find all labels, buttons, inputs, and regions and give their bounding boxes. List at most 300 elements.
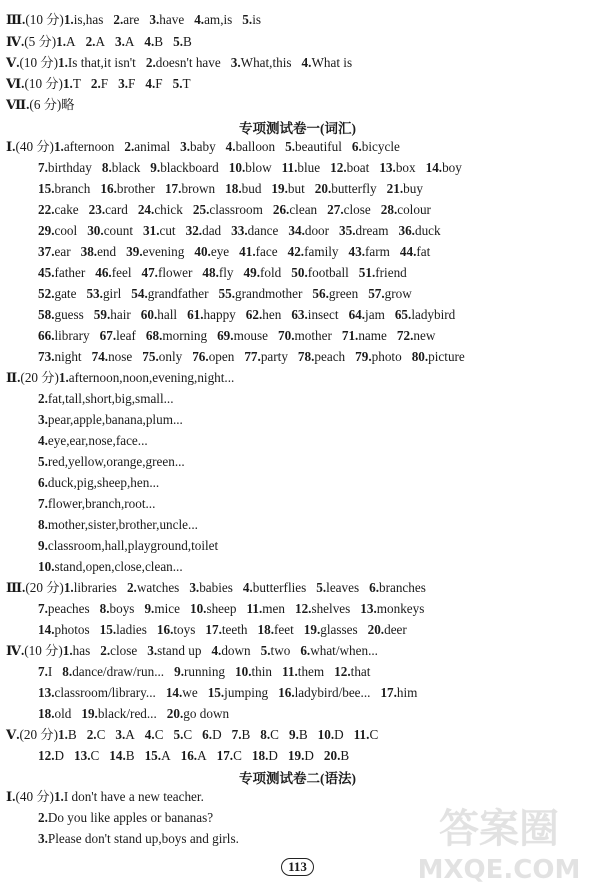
question-number: 4.	[145, 76, 156, 91]
answer-item	[217, 748, 242, 764]
answer-text: close	[343, 202, 371, 217]
question-number: 9.	[144, 601, 155, 616]
section-score: (40 分)	[15, 139, 54, 154]
watermark-small-text: MXQE.COM	[417, 855, 581, 885]
answer-item	[202, 727, 221, 743]
answer-text: farm	[365, 244, 390, 259]
answer-item	[291, 265, 349, 281]
question-number: 45.	[38, 265, 55, 280]
question-number: 11.	[282, 664, 298, 679]
question-number: 49.	[243, 265, 261, 280]
answer-text: cool	[54, 223, 78, 238]
question-number: 2.	[145, 55, 156, 70]
answer-item	[145, 76, 162, 92]
answer-text: flower,branch,root...	[47, 496, 156, 511]
answer-item	[232, 727, 251, 743]
answer-item	[59, 370, 234, 386]
question-number: 1.	[58, 55, 68, 70]
answer-item	[167, 706, 229, 722]
answer-item	[260, 727, 279, 743]
answer-text: afternoon,noon,evening,night...	[68, 370, 235, 385]
question-number: 3.	[149, 12, 160, 27]
answer-item	[219, 286, 303, 302]
answer-item	[62, 664, 164, 680]
question-number: 1.	[53, 789, 64, 804]
question-number: 70.	[278, 328, 295, 343]
answer-text: A	[161, 748, 171, 763]
answer-line	[6, 76, 191, 92]
answer-text: A	[197, 748, 207, 763]
answer-item	[38, 622, 90, 638]
question-number: 24.	[137, 202, 155, 217]
answer-item	[100, 601, 135, 617]
section-numeral: Ⅵ.	[6, 76, 25, 91]
answer-item	[360, 601, 424, 617]
answer-item	[131, 286, 208, 302]
question-number: 2.	[100, 643, 111, 658]
answer-text: gate	[54, 286, 77, 301]
answer-text: dance/draw/run...	[72, 664, 165, 679]
answer-text: C	[369, 727, 379, 742]
answer-text: close	[110, 643, 138, 658]
answer-text: them	[297, 664, 325, 679]
answer-item	[147, 643, 201, 659]
answer-item	[115, 34, 134, 50]
section-score: (20 分)	[20, 370, 59, 385]
answer-item	[113, 12, 139, 28]
question-number: 5.	[173, 727, 184, 742]
answer-item	[94, 307, 131, 323]
question-number: 38.	[80, 244, 98, 259]
answer-item	[145, 727, 164, 743]
answer-text: family	[304, 244, 339, 259]
question-number: 32.	[185, 223, 203, 238]
question-number: 48.	[202, 265, 219, 280]
answer-item	[243, 580, 306, 596]
answer-item	[38, 286, 76, 302]
answer-text: ladybird	[411, 307, 456, 322]
question-number: 6.	[202, 727, 213, 742]
answer-text: ladies	[116, 622, 147, 637]
answer-item	[202, 265, 233, 281]
answer-text: B	[154, 34, 164, 49]
answer-item	[412, 349, 465, 365]
answer-text: end	[97, 244, 117, 259]
answer-line	[38, 160, 462, 176]
answer-item	[38, 244, 71, 260]
question-number: 78.	[297, 349, 315, 364]
answer-text: ear	[54, 244, 71, 259]
answer-item	[304, 622, 358, 638]
question-number: 13.	[360, 601, 377, 616]
answer-text: black	[111, 160, 141, 175]
question-number: 15.	[207, 685, 225, 700]
answer-item	[54, 789, 204, 805]
question-number: 60.	[140, 307, 158, 322]
answer-text: C	[154, 727, 164, 742]
question-number: 73.	[38, 349, 55, 364]
answer-text: photo	[371, 349, 402, 364]
question-number: 1.	[62, 76, 73, 91]
question-number: 2.	[86, 727, 97, 742]
answer-item	[318, 727, 344, 743]
answer-line	[6, 643, 378, 659]
question-number: 22.	[38, 202, 55, 217]
question-number: 17.	[164, 181, 182, 196]
answer-text: branches	[379, 580, 426, 595]
answer-text: sheep	[206, 601, 237, 616]
answer-text: mother	[294, 328, 332, 343]
answer-text: nose	[108, 349, 133, 364]
answer-text: branch	[54, 181, 91, 196]
question-number: 5.	[285, 139, 296, 154]
answer-item	[239, 244, 277, 260]
answer-line	[38, 328, 435, 344]
answer-item	[86, 34, 105, 50]
answer-item	[352, 139, 400, 155]
answer-text: open	[208, 349, 235, 364]
answer-item	[144, 601, 180, 617]
answer-item	[194, 12, 232, 28]
question-number: 5.	[38, 454, 48, 469]
answer-item	[312, 286, 358, 302]
question-number: 4.	[38, 433, 48, 448]
answer-item	[38, 349, 82, 365]
answer-text: evening	[142, 244, 185, 259]
answer-item	[150, 160, 218, 176]
question-number: 10.	[317, 727, 335, 742]
answer-text: afternoon	[63, 139, 115, 154]
question-number: 47.	[141, 265, 158, 280]
answer-text: fold	[260, 265, 282, 280]
answer-item	[261, 643, 291, 659]
question-number: 8.	[260, 727, 271, 742]
question-number: 10.	[189, 601, 207, 616]
answer-text: two	[270, 643, 291, 658]
answer-text: feet	[273, 622, 294, 637]
section-numeral: Ⅴ.	[6, 727, 20, 742]
answer-item	[38, 160, 92, 176]
question-number: 39.	[126, 244, 143, 259]
answer-text: have	[159, 12, 185, 27]
question-number: 9.	[174, 664, 184, 679]
answer-item	[38, 265, 85, 281]
answer-text: that	[350, 664, 371, 679]
answer-text: name	[358, 328, 387, 343]
answer-item	[38, 685, 156, 701]
answer-line	[6, 370, 234, 386]
answer-text: cut	[159, 223, 176, 238]
answer-text: happy	[203, 307, 236, 322]
answer-text: T	[182, 76, 191, 91]
answer-item	[342, 328, 387, 344]
answer-item	[282, 160, 320, 176]
answer-text: running	[184, 664, 226, 679]
answer-item	[186, 223, 222, 239]
answer-text: bud	[241, 181, 262, 196]
question-number: 4.	[211, 643, 222, 658]
answer-text: F	[155, 76, 163, 91]
answer-text: leaf	[116, 328, 136, 343]
answer-line	[38, 475, 159, 491]
answer-text: ladybird/bee...	[294, 685, 371, 700]
question-number: 20.	[367, 622, 385, 637]
answer-text: friend	[375, 265, 407, 280]
answer-item	[144, 34, 163, 50]
section-numeral: Ⅶ.	[6, 97, 30, 112]
answer-item	[359, 265, 407, 281]
answer-item	[355, 349, 402, 365]
question-number: 13.	[38, 685, 55, 700]
question-number: 8.	[62, 664, 73, 679]
section-numeral: Ⅳ.	[6, 34, 25, 49]
answer-item	[324, 748, 349, 764]
question-number: 19.	[303, 622, 321, 637]
answer-item	[38, 223, 77, 239]
question-number: 54.	[131, 286, 148, 301]
answer-line	[6, 55, 352, 71]
answer-text: duck	[414, 223, 441, 238]
answer-item	[38, 748, 64, 764]
answer-item	[217, 328, 268, 344]
answer-text: I	[47, 664, 53, 679]
answer-text: boys	[109, 601, 135, 616]
question-number: 11.	[246, 601, 263, 616]
answer-text: fly	[218, 265, 234, 280]
answer-text: what/when...	[310, 643, 378, 658]
question-number: 51.	[358, 265, 376, 280]
question-number: 59.	[93, 307, 111, 322]
answer-item	[229, 160, 272, 176]
question-number: 23.	[88, 202, 106, 217]
question-number: 3.	[147, 643, 158, 658]
question-number: 80.	[411, 349, 429, 364]
question-number: 34.	[288, 223, 305, 238]
answer-line	[38, 831, 239, 847]
answer-item	[295, 601, 350, 617]
question-number: 7.	[231, 727, 242, 742]
answer-item	[102, 160, 140, 176]
answer-text: B	[241, 727, 251, 742]
answer-text: B	[340, 748, 350, 763]
question-number: 1.	[58, 727, 68, 742]
question-number: 12.	[38, 748, 55, 763]
question-number: 5.	[316, 580, 327, 595]
answer-text: Is that,it isn't	[67, 55, 136, 70]
answer-item	[173, 76, 191, 92]
answer-item	[95, 265, 131, 281]
answer-text: night	[54, 349, 82, 364]
answer-text: library	[54, 328, 90, 343]
answer-text: chick	[154, 202, 183, 217]
answer-item	[142, 349, 182, 365]
answer-text: old	[54, 706, 72, 721]
section-numeral: Ⅲ.	[6, 580, 26, 595]
answer-text: photos	[54, 622, 90, 637]
answer-item	[100, 643, 137, 659]
question-number: 3.	[189, 580, 200, 595]
answer-item	[38, 496, 155, 512]
answer-text: A	[66, 34, 76, 49]
section-numeral: Ⅰ.	[6, 139, 16, 154]
answer-item	[226, 139, 275, 155]
answer-item	[146, 328, 207, 344]
section-score: (20 分)	[25, 580, 64, 595]
question-number: 46.	[95, 265, 112, 280]
question-number: 17.	[380, 685, 397, 700]
answer-text: Please don't stand up,boys and girls.	[47, 831, 239, 846]
answer-item	[231, 55, 292, 71]
question-number: 56.	[312, 286, 329, 301]
answer-item	[278, 685, 370, 701]
answer-text: baby	[190, 139, 216, 154]
question-number: 13.	[379, 160, 396, 175]
answer-text: deer	[384, 622, 407, 637]
answer-item	[38, 831, 239, 847]
answer-item	[190, 601, 237, 617]
answer-text: B	[182, 34, 192, 49]
answer-text: dream	[355, 223, 389, 238]
question-number: 28.	[380, 202, 398, 217]
answer-item	[165, 181, 215, 197]
answer-line	[38, 559, 183, 575]
question-number: 40.	[194, 244, 211, 259]
answer-text: balloon	[235, 139, 276, 154]
question-number: 3.	[38, 412, 48, 427]
question-number: 4.	[144, 34, 155, 49]
answer-line	[6, 34, 192, 50]
question-number: 7.	[38, 664, 48, 679]
question-number: 69.	[217, 328, 234, 343]
question-number: 15.	[38, 181, 55, 196]
answer-item	[118, 76, 135, 92]
answer-item	[38, 664, 52, 680]
answer-item	[56, 34, 75, 50]
answer-text: I don't have a new teacher.	[63, 789, 204, 804]
answer-item	[327, 202, 371, 218]
answer-line	[38, 181, 423, 197]
question-number: 30.	[87, 223, 104, 238]
question-number: 74.	[91, 349, 109, 364]
question-number: 71.	[341, 328, 359, 343]
answer-item	[242, 12, 261, 28]
answer-item	[349, 307, 385, 323]
answer-text: door	[304, 223, 330, 238]
answer-item	[225, 181, 261, 197]
answer-item	[38, 810, 213, 826]
answer-item	[244, 349, 288, 365]
answer-item	[64, 12, 104, 28]
question-number: 2.	[85, 34, 96, 49]
answer-text: B	[125, 748, 135, 763]
question-number: 17.	[205, 622, 222, 637]
answer-text: butterfly	[331, 181, 377, 196]
question-number: 1.	[56, 34, 67, 49]
question-number: 10.	[38, 559, 55, 574]
answer-text: blow	[245, 160, 272, 175]
answer-item	[63, 643, 90, 659]
answer-text: dad	[202, 223, 222, 238]
answer-item	[38, 538, 218, 554]
answer-text: fat,tall,short,big,small...	[47, 391, 174, 406]
answer-text: B	[298, 727, 308, 742]
answer-text: feel	[111, 265, 132, 280]
answer-text: football	[307, 265, 349, 280]
answer-item	[258, 622, 294, 638]
answer-text: dance	[247, 223, 279, 238]
section-score: (6 分)	[29, 97, 62, 112]
answer-text: C	[270, 727, 279, 742]
answer-line	[38, 286, 412, 302]
answer-line	[38, 810, 213, 826]
answer-item	[379, 160, 415, 176]
answer-text: cake	[54, 202, 79, 217]
answer-text: am,is	[204, 12, 233, 27]
question-number: 2.	[38, 810, 48, 825]
answer-item	[89, 202, 128, 218]
answer-text: grow	[384, 286, 412, 301]
answer-text: clean	[289, 202, 318, 217]
question-number: 27.	[327, 202, 344, 217]
answer-text: D	[334, 727, 344, 742]
answer-item	[368, 286, 412, 302]
answer-item	[381, 202, 431, 218]
answer-item	[315, 181, 377, 197]
question-number: 44.	[399, 244, 417, 259]
question-number: 5.	[242, 12, 253, 27]
answer-item	[54, 139, 114, 155]
question-number: 3.	[180, 139, 191, 154]
answer-item	[61, 97, 74, 113]
answer-text: card	[105, 202, 128, 217]
answer-item	[86, 286, 121, 302]
answer-text: face	[255, 244, 278, 259]
answer-line	[38, 202, 431, 218]
question-number: 68.	[145, 328, 163, 343]
question-number: 26.	[272, 202, 290, 217]
question-number: 14.	[109, 748, 126, 763]
answer-item	[208, 685, 268, 701]
page-number-label: 113	[281, 858, 314, 876]
answer-line	[6, 139, 400, 155]
answer-line	[38, 433, 148, 449]
answer-item	[173, 727, 192, 743]
question-number: 3.	[114, 34, 125, 49]
answer-item	[100, 328, 136, 344]
answer-item	[174, 664, 225, 680]
section-score: (10 分)	[24, 76, 63, 91]
section-title-vocabulary: 专项测试卷一(词汇)	[239, 121, 356, 136]
answer-text: F	[100, 76, 109, 91]
answer-item	[288, 244, 339, 260]
answer-item	[38, 601, 90, 617]
answer-item	[211, 643, 250, 659]
answer-item	[302, 55, 353, 71]
question-number: 3.	[38, 831, 48, 846]
question-number: 8.	[101, 160, 112, 175]
question-number: 10.	[235, 664, 252, 679]
question-number: 10.	[228, 160, 246, 175]
answer-item	[246, 307, 282, 323]
question-number: 18.	[251, 748, 269, 763]
answer-text: is,has	[73, 12, 104, 27]
answer-text: stand,open,close,clean...	[54, 559, 183, 574]
section-score: (10 分)	[24, 643, 63, 658]
answer-text: peach	[314, 349, 346, 364]
question-number: 33.	[231, 223, 248, 238]
question-number: 55.	[218, 286, 236, 301]
question-number: 3.	[230, 55, 241, 70]
